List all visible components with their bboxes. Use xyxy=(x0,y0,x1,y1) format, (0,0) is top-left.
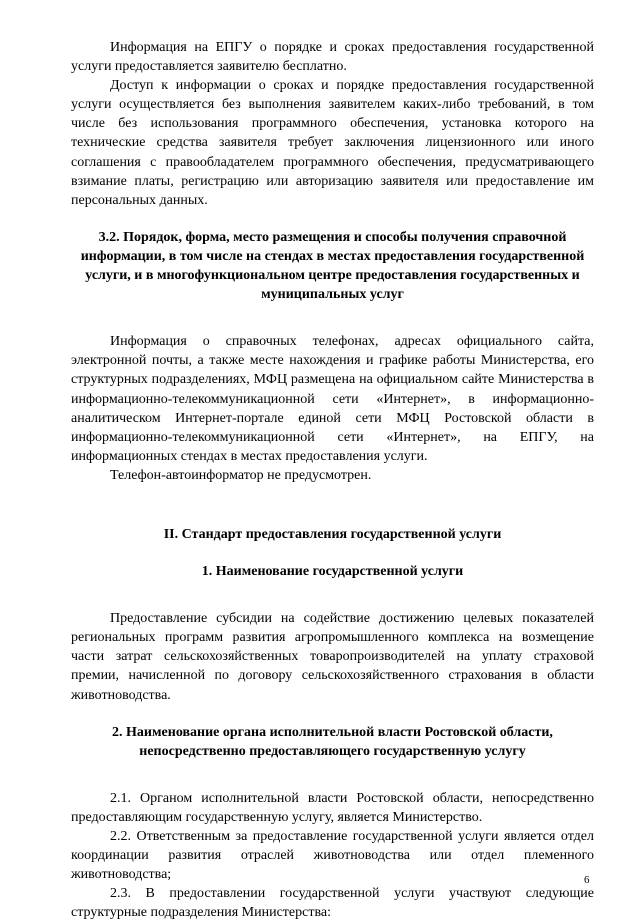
paragraph-reference-info: Информация о справочных телефонах, адресах официального сайта, электронной почты, а также месте нахождения и графике работы Министерства, его структурных подразделениях, МФЦ размещена на официальном сайте Министерства в информационно-телекоммуникационной сети «Интернет», в информационно-аналитическом Интернет-портале единой сети МФЦ Ростовской области в информационно-телекоммуникационной сети «Интернет», на ЕПГУ, на информационных стендах в местах предоставления услуги. xyxy=(71,334,594,464)
page-number: 6 xyxy=(584,874,590,886)
paragraph-access-to-info: Доступ к информации о сроках и порядке предоставления государственной услуги осуществляется без выполнения заявителем каких-либо требований, в том числе без использования программного обеспечения, установка которого на технические средства заявителя требует заключения лицензионного или иного соглашения с правообладателем программного обеспечения, предусматривающего взимание платы, регистрацию или авторизацию заявителя или предоставление им персональных данных. xyxy=(71,78,594,208)
paragraph-2-3: 2.3. В предоставлении государственной услуги участвуют следующие структурные подразделения Министерства: xyxy=(71,886,594,921)
paragraph-2-2: 2.2. Ответственным за предоставление государственной услуги является отдел координации развития отраслей животноводства или отдел племенного животноводства; xyxy=(71,829,594,883)
heading-1-service-name: 1. Наименование государственной услуги xyxy=(201,564,464,580)
heading-section-II: II. Стандарт предоставления государственной услуги xyxy=(163,526,502,542)
paragraph-epgu-free-info: Информация на ЕПГУ о порядке и сроках предоставления государственной услуги предоставляется заявителю бесплатно. xyxy=(71,40,594,75)
paragraph-service-name: Предоставление субсидии на содействие достижению целевых показателей региональных программ развития агропромышленного комплекса на возмещение части затрат сельскохозяйственных товаропроизводителей на уплату страховой премии, начисленной по договору сельскохозяйственного страхования в области животноводства. xyxy=(71,611,594,703)
document-page xyxy=(71,38,594,922)
paragraph-2-1: 2.1. Органом исполнительной власти Ростовской области, непосредственно предоставляющим государственную услугу, является Министерство. xyxy=(71,790,594,825)
paragraph-autoinformer: Телефон-автоинформатор не предусмотрен. xyxy=(110,467,372,483)
heading-3-2: 3.2. Порядок, форма, место размещения и способы получения справочной информации, в том числе на стендах в местах предоставления государственной услуги, и в многофункциональном центре предоставления государственных и муниципальных услуг xyxy=(80,229,585,303)
heading-2-authority: 2. Наименование органа исполнительной власти Ростовской области, непосредственно предоставляющего государственную услугу xyxy=(112,724,553,759)
